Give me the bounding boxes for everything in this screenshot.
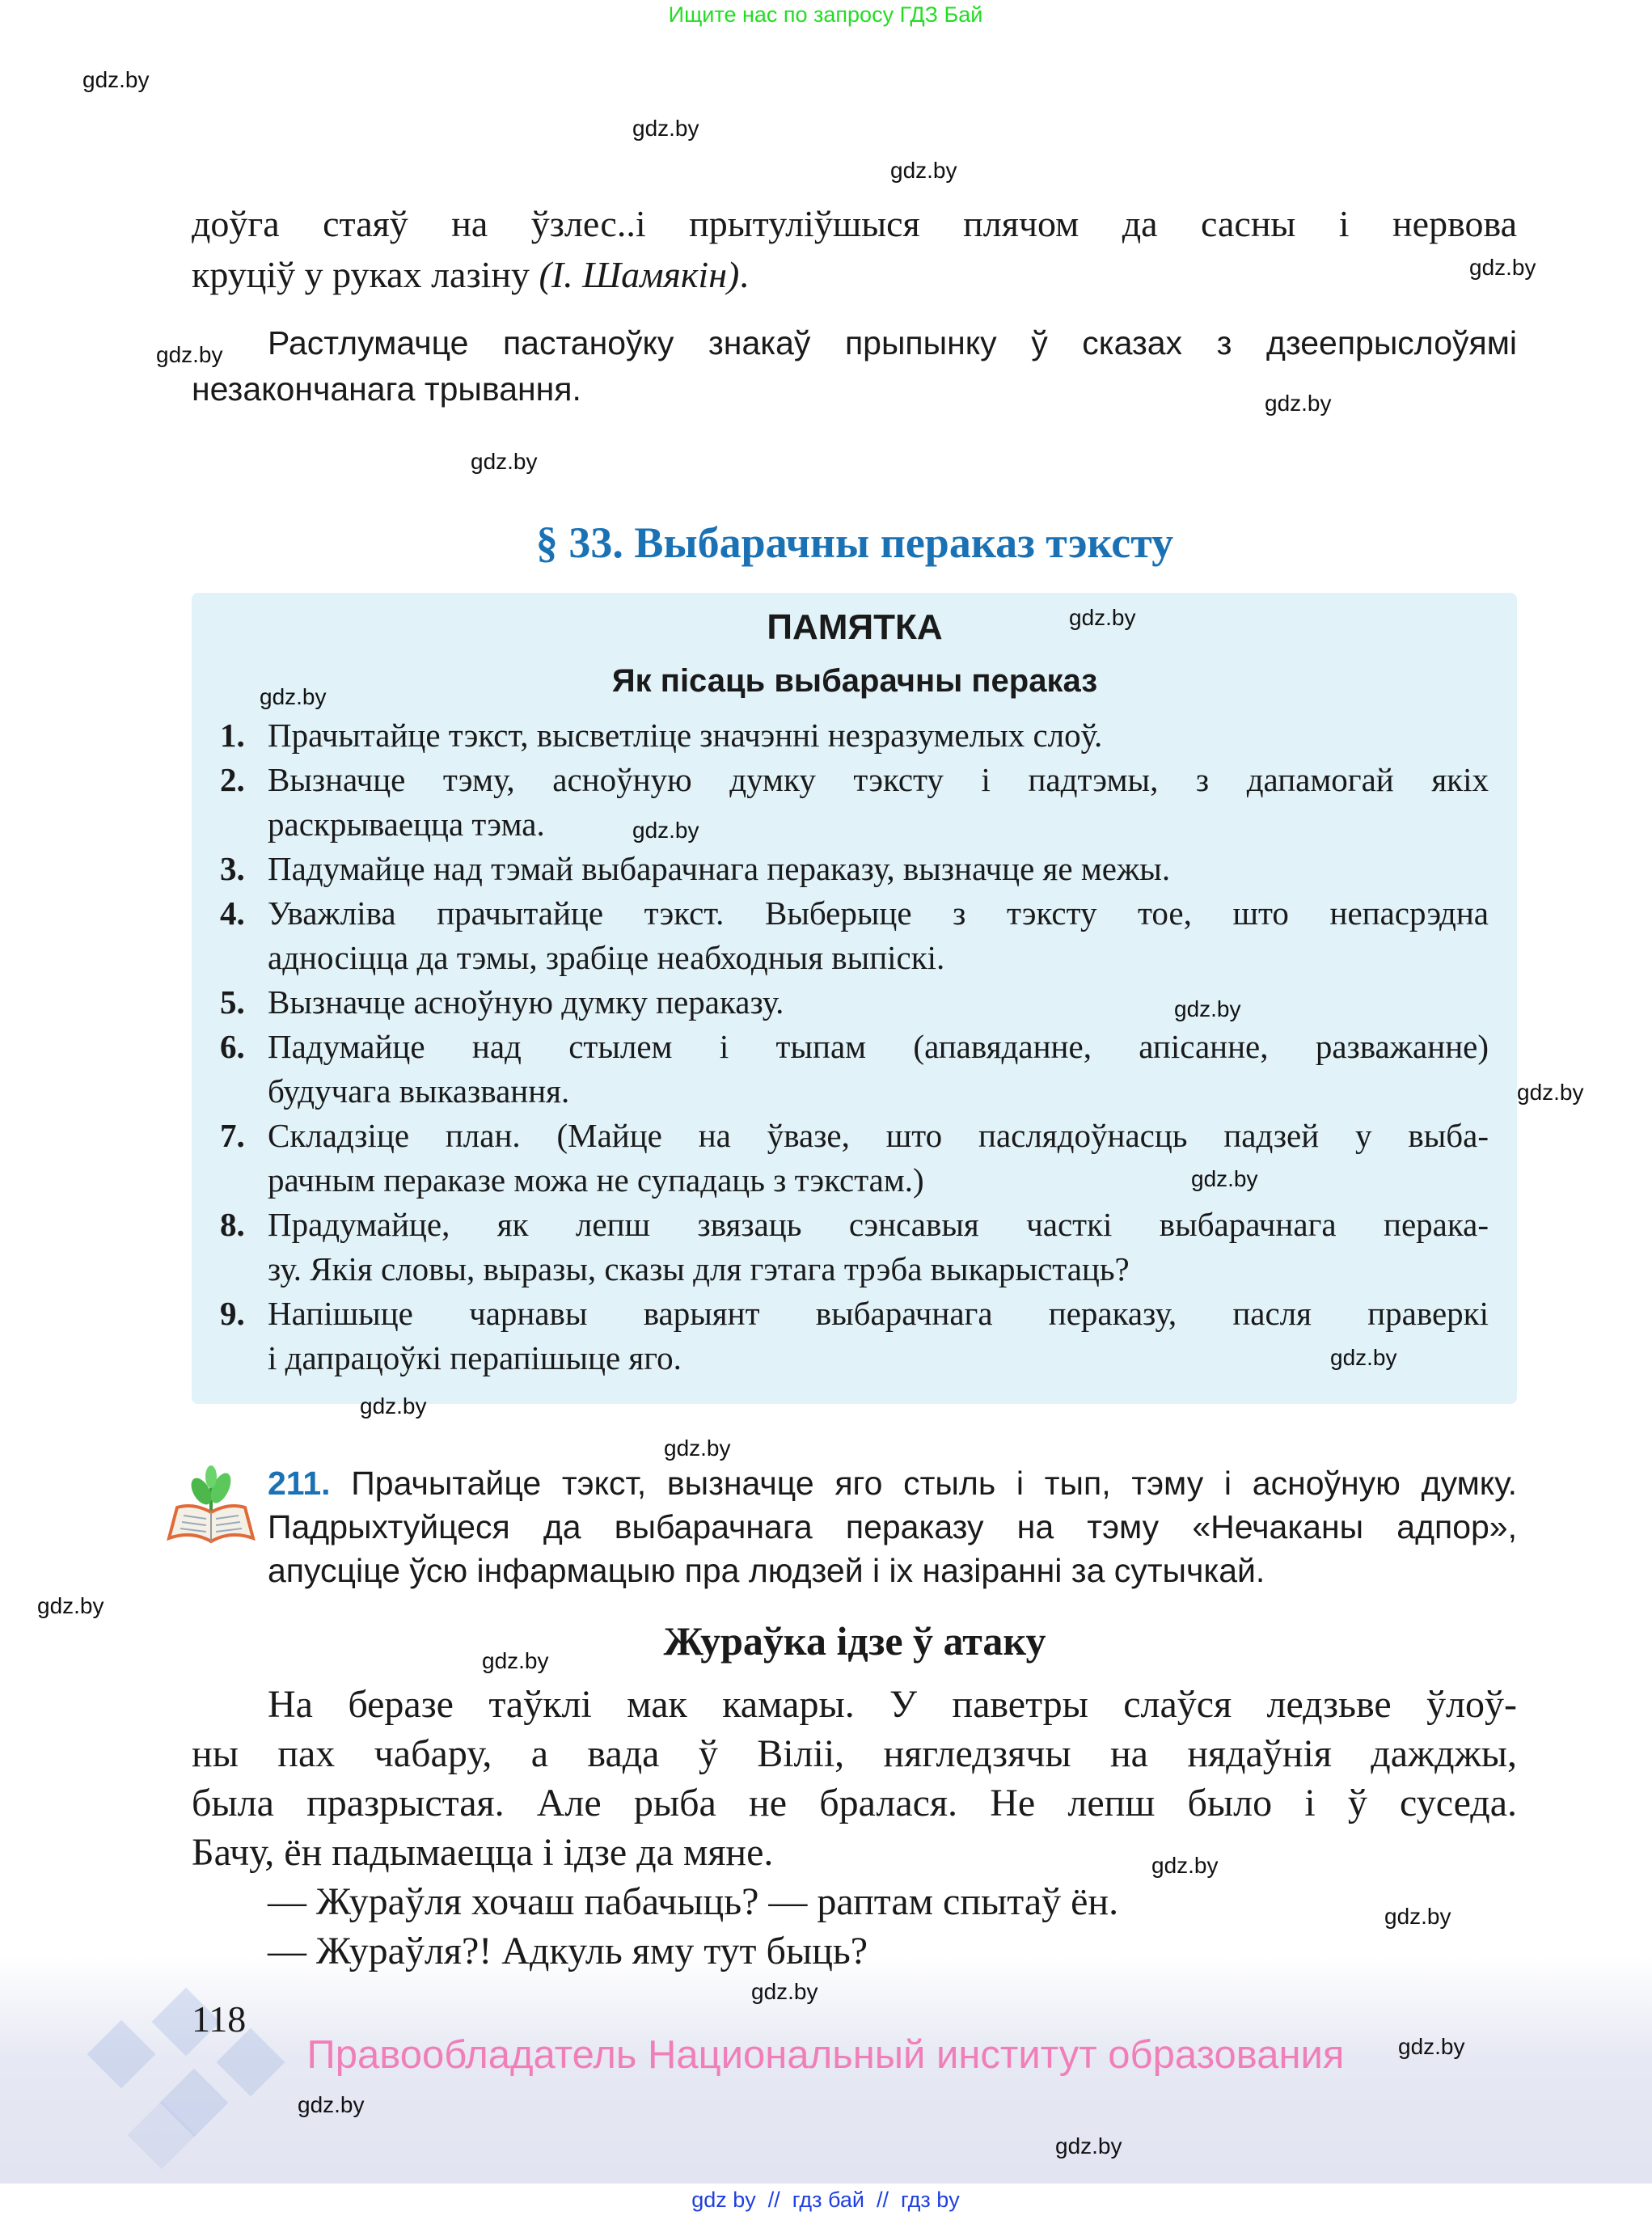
memo-item-text: адносіцца да тэмы, зрабіце неабходныя выпіскі. [268, 939, 945, 976]
memo-item-text: і дапрацоўкі перапішыце яго. [268, 1339, 682, 1376]
memo-item-text: зу. Якія словы, выразы, сказы для гэтага трэба выкарыстаць? [268, 1250, 1130, 1287]
memo-item-number: 5. [220, 983, 245, 1021]
intro-end: . [739, 254, 749, 295]
memo-subtitle: Як пісаць выбарачны пераказ [611, 663, 1098, 699]
watermark-text: gdz.by [890, 158, 957, 183]
section-title: § 33. Выбарачны пераказ тэксту [535, 518, 1174, 567]
story-line: — Жураўля?! Адкуль яму тут быць? [268, 1930, 868, 1972]
watermark-text: gdz.by [1069, 605, 1136, 630]
watermark-text: gdz.by [632, 818, 699, 843]
watermark-text: gdz.by [1330, 1345, 1397, 1370]
exercise-line [268, 1465, 1517, 1502]
story-line: Бачу, ён падымаецца і ідзе да мяне. [192, 1831, 774, 1874]
memo-item-number: 8. [220, 1206, 245, 1243]
watermark-text: gdz.by [482, 1648, 549, 1673]
header-notice[interactable]: Ищите нас по запросу ГДЗ Бай [668, 2, 983, 27]
memo-item-text: Падумайце над стылем і тыпам (апавяданне, апісанне, разважанне) [268, 1028, 1489, 1065]
watermark-text: gdz.by [82, 67, 150, 92]
watermark-text: gdz.by [1191, 1166, 1258, 1191]
memo-item-text: Напішыце чарнавы варыянт выбарачнага пераказу, пасля праверкі [268, 1295, 1489, 1332]
intro-text: круціў у руках лазіну [192, 254, 539, 295]
intro-line: доўга стаяў на ўзлес..і прытуліўшыся плячом да сасны і нервова [192, 203, 1517, 244]
memo-item-number: 6. [220, 1028, 245, 1065]
author-citation: (І. Шамякін) [539, 254, 740, 295]
watermark-text: gdz.by [1265, 391, 1332, 416]
memo-item-text: Падумайце над тэмай выбарачнага пераказу, вызначце яе межы. [268, 850, 1171, 887]
watermark-text: gdz.by [1384, 1904, 1451, 1929]
memo-item-number: 3. [220, 850, 245, 887]
intro-line [192, 255, 749, 296]
question-line: незакончанага трывання. [192, 370, 581, 408]
watermark-text: gdz.by [37, 1593, 104, 1618]
memo-item-text: раскрываецца тэма. [268, 805, 545, 843]
story-line: ны пах чабару, а вада ў Віліі, нягледзячы на нядаўнія дажджы, [192, 1732, 1517, 1775]
decor-diamond [87, 2020, 156, 2089]
memo-item-number: 9. [220, 1295, 245, 1332]
memo-item-text: Складзіце план. (Майце на ўвазе, што паслядоўнасць падзей у выба- [268, 1117, 1489, 1154]
story-line: была празрыстая. Але рыба не бралася. Не лепш было і ў суседа. [192, 1782, 1517, 1824]
watermark-text: gdz.by [156, 342, 223, 367]
memo-item-text: Вызначце асноўную думку пераказу. [268, 983, 784, 1021]
memo-item-number: 4. [220, 894, 245, 932]
memo-item-text: Вызначце тэму, асноўную думку тэксту і падтэмы, з дапамогай якіх [268, 761, 1489, 798]
memo-item-number: 2. [220, 761, 245, 798]
memo-item-number: 1. [220, 717, 245, 754]
memo-item-text: рачным пераказе можа не супадаць з тэкстам.) [268, 1161, 924, 1199]
watermark-text: gdz.by [751, 1979, 818, 2004]
watermark-text: gdz.by [632, 116, 699, 141]
memo-item-text: Прачытайце тэкст, высветліце значэнні незразумелых слоў. [268, 717, 1103, 754]
story-line: На беразе таўклі мак камары. У паветры слаўся ледзьве ўлоў- [268, 1683, 1517, 1726]
copyright-notice: Правообладатель Национальный институт образования [306, 2033, 1345, 2077]
watermark-text: gdz.by [1151, 1853, 1219, 1878]
page-number: 118 [192, 1998, 247, 2040]
exercise-number: 211. [268, 1465, 331, 1502]
watermark-text: gdz.by [664, 1435, 731, 1461]
memo-item-text: будучага выказвання. [268, 1072, 570, 1110]
footer-links[interactable]: gdz by // гдз бай // гдз by [691, 2188, 960, 2212]
watermark-text: gdz.by [1517, 1080, 1584, 1105]
watermark-text: gdz.by [1174, 996, 1241, 1021]
exercise-line: Падрыхтуйцеся да выбарачнага пераказу на тэму «Нечаканы адпор», [268, 1508, 1517, 1545]
watermark-text: gdz.by [298, 2092, 365, 2117]
watermark-text: gdz.by [1469, 255, 1536, 280]
memo-item-text: Уважліва прачытайце тэкст. Выберыце з тэксту тое, што непасрэдна [268, 894, 1489, 932]
memo-item-text: Прадумайце, як лепш звязаць сэнсавыя часткі выбарачнага перака- [268, 1206, 1489, 1243]
exercise-icon [166, 1465, 256, 1546]
memo-title: ПАМЯТКА [767, 607, 943, 647]
exercise-text: Прачытайце тэкст, вызначце яго стыль і тып, тэму і асноўную думку. [351, 1465, 1517, 1502]
watermark-text: gdz.by [1055, 2133, 1122, 2158]
memo-item-number: 7. [220, 1117, 245, 1154]
question-line: Растлумачце пастаноўку знакаў прыпынку ў сказах з дзеепрыслоўямі [268, 324, 1517, 362]
story-title: Жураўка ідзе ў атаку [663, 1618, 1046, 1664]
watermark-text: gdz.by [260, 684, 327, 709]
watermark-text: gdz.by [471, 449, 538, 474]
story-line: — Жураўля хочаш пабачыць? — раптам спытаў ён. [268, 1880, 1119, 1923]
watermark-text: gdz.by [1398, 2034, 1465, 2059]
watermark-text: gdz.by [360, 1393, 427, 1419]
exercise-line: апусціце ўсю інфармацыю пра людзей і іх назіранні за сутычкай. [268, 1552, 1265, 1589]
